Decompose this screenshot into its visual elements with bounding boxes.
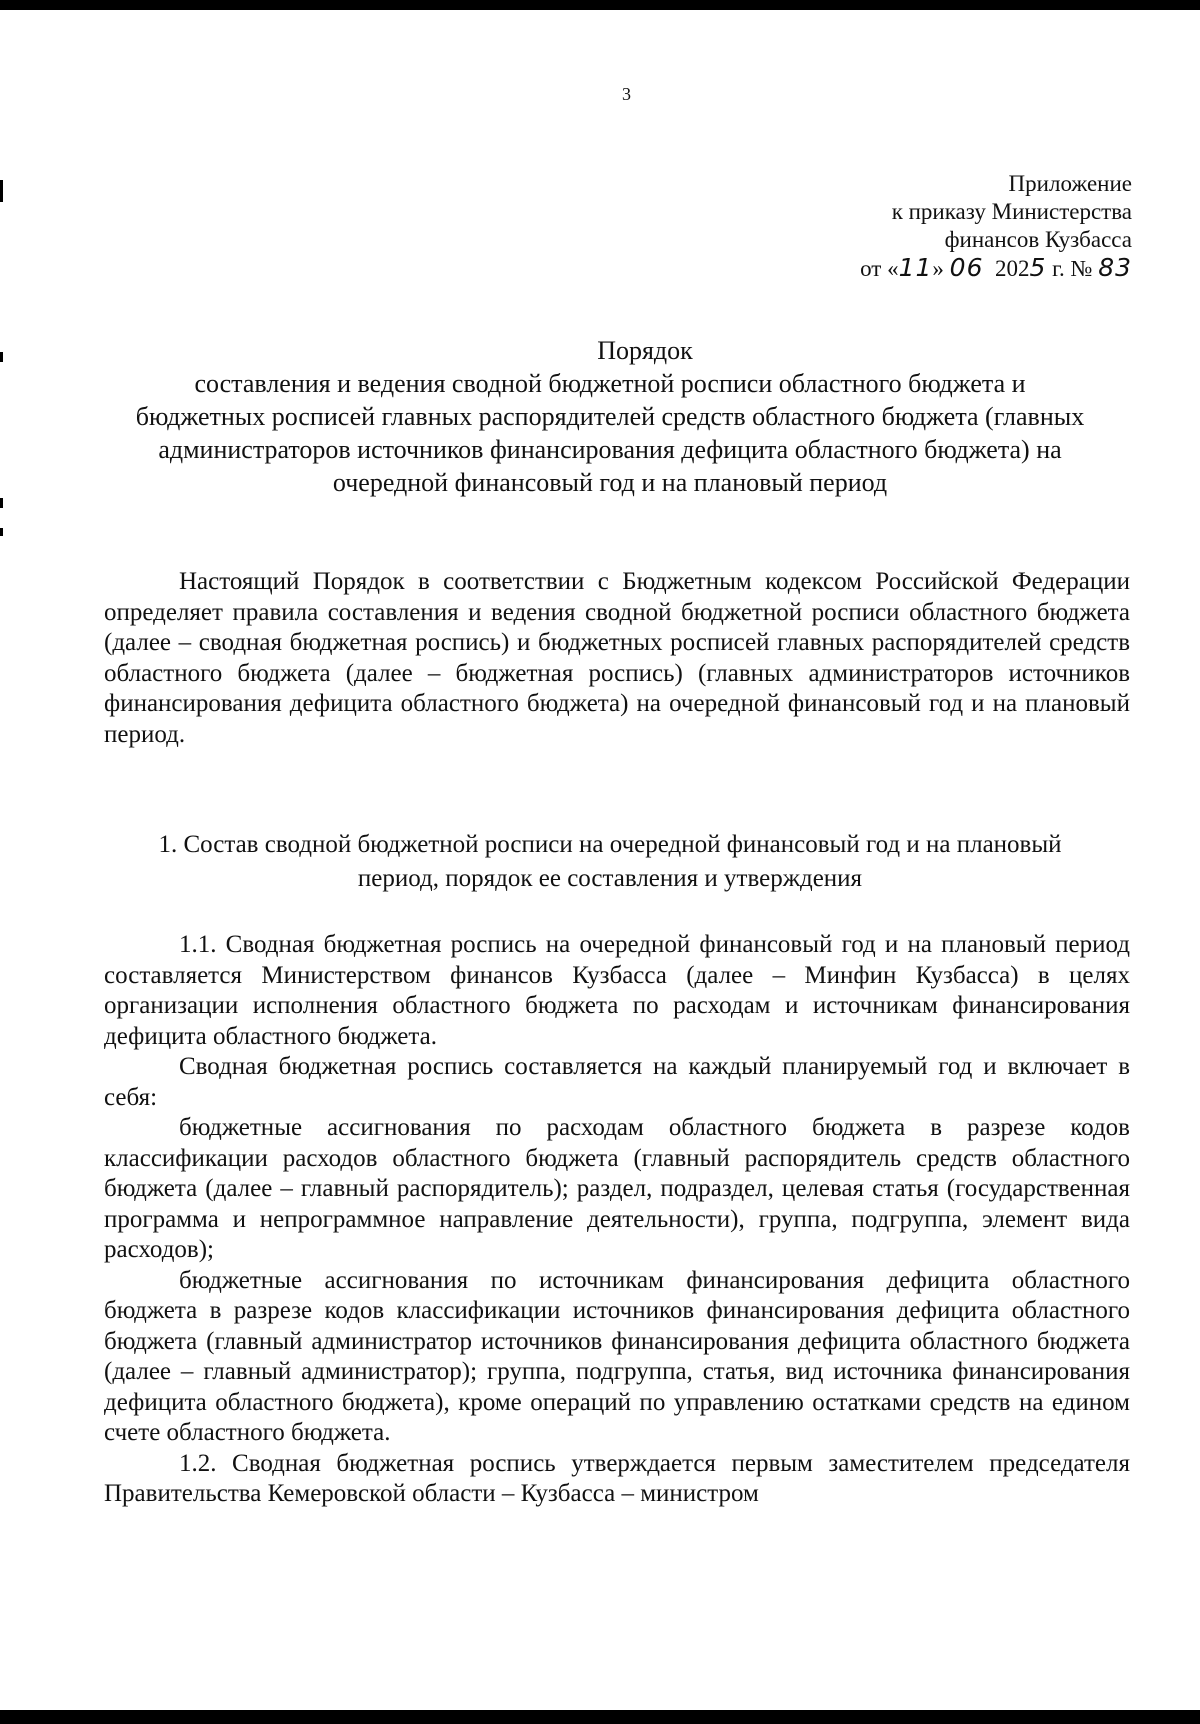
appendix-line: к приказу Министерства <box>891 199 1132 224</box>
year-start: 202 <box>994 256 1030 281</box>
paragraph: 1.2. Сводная бюджетная роспись утверждается первым заместителем председателя Правительства Кемеровской области – Кузбасса – министром <box>104 1449 1130 1507</box>
appendix-line: финансов Кузбасса <box>944 227 1132 252</box>
scan-bottom-border <box>0 1710 1200 1724</box>
handwritten-year-digit: 5 <box>1029 253 1047 282</box>
scan-edge-mark <box>0 352 3 362</box>
section-heading: 1. Состав сводной бюджетной росписи на очередной финансовый год и на плановый период, порядок ее составления и утверждения <box>158 831 1062 892</box>
page-number: 3 <box>622 84 631 104</box>
order-date-line <box>732 254 1132 283</box>
scan-top-border <box>0 0 1200 10</box>
appendix-block <box>732 170 1132 283</box>
paragraph: бюджетные ассигнования по расходам областного бюджета в разрезе кодов классификации расходов областного бюджета (главный распорядитель средств областного бюджета (далее – главный распорядитель); раздел, подраздел, целевая статья (государственная программа и непрограммное направление деятельности), группа, подгруппа, элемент вида расходов); <box>104 1114 1130 1263</box>
section-body <box>104 930 1130 1510</box>
handwritten-day: 11 <box>898 253 933 282</box>
number-prefix: г. № <box>1046 256 1093 281</box>
scan-edge-mark <box>0 528 3 536</box>
appendix-line: Приложение <box>1008 171 1132 196</box>
scan-edge-mark <box>0 498 3 508</box>
paragraph: Сводная бюджетная роспись составляется на каждый планируемый год и включает в себя: <box>104 1053 1130 1111</box>
intro-paragraph: Настоящий Порядок в соответствии с Бюджетным кодексом Российской Федерации определяет правила составления и ведения сводной бюджетной росписи областного бюджета (далее – сводная бюджетная роспись) и бюджетных росписей главных распорядителей средств областного бюджета (далее – бюджетная роспись) (главных администраторов источников финансирования дефицита областного бюджета) на очередной финансовый год и на плановый период. <box>104 568 1130 748</box>
paragraph: 1.1. Сводная бюджетная роспись на очередной финансовый год и на плановый период составляется Министерством финансов Кузбасса (далее – Минфин Кузбасса) в целях организации исполнения областного бюджета по расходам и источникам финансирования дефицита областного бюджета. <box>104 931 1130 1050</box>
handwritten-month: 06 <box>949 253 984 282</box>
title-subtitle: составления и ведения сводной бюджетной росписи областного бюджета и бюджетных росписей главных распорядителей средств областного бюджета (главных администраторов источников финансирования дефицита областного бюджета) на очередной финансовый год и на плановый период <box>135 369 1085 497</box>
paragraph: бюджетные ассигнования по источникам финансирования дефицита областного бюджета в разрезе кодов классификации источников финансирования дефицита областного бюджета (главный администратор источников финансирования дефицита областного бюджета (далее – главный администратор); группа, подгруппа, статья, вид источника финансирования дефицита областного бюджета), кроме операций по управлению остатками средств на едином счете областного бюджета. <box>104 1266 1130 1446</box>
document-title <box>130 334 1090 499</box>
scan-edge-mark <box>0 180 3 202</box>
intro-paragraph-block <box>104 567 1130 750</box>
date-mid: » <box>932 256 944 281</box>
handwritten-order-number: 83 <box>1098 253 1132 282</box>
date-prefix: от « <box>860 256 899 281</box>
title-heading: Порядок <box>597 336 693 365</box>
